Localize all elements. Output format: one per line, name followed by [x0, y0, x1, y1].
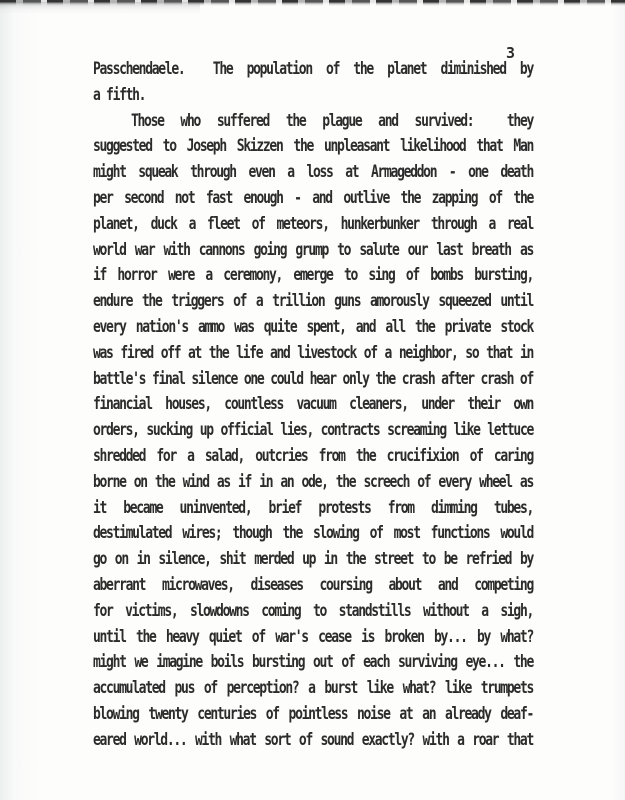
text-line: world war with cannons going grump to salute our last breath as	[93, 240, 533, 260]
scan-smudge-top-left	[0, 2, 200, 14]
text-line: was fired off at the life and livestock of a neighbor, so that in	[93, 343, 533, 363]
text-line: destimulated wires; though the slowing of most functions would	[93, 524, 533, 544]
text-line: might we imagine boils bursting out of each surviving eye... the	[93, 653, 533, 673]
text-line: Those who suffered the plague and survived: they	[131, 111, 533, 131]
text-line: suggested to Joseph Skizzen the unpleasant likelihood that Man	[93, 137, 533, 157]
text-line: accumulated pus of perception? a burst like what? like trumpets	[93, 678, 533, 699]
text-line: until the heavy quiet of war's cease is broken by... by what?	[93, 627, 533, 647]
text-line: endure the triggers of a trillion guns amorously squeezed until	[93, 291, 533, 312]
text-line: battle's final silence one could hear only the crash after crash of	[93, 369, 533, 389]
text-line: for victims, slowdowns coming to standstills without a sigh,	[93, 601, 533, 621]
text-line: if horror were a ceremony, emerge to sing of bombs bursting,	[93, 266, 533, 286]
text-line: borne on the wind as if in an ode, the screech of every wheel as	[93, 472, 533, 492]
text-line: planet, duck a fleet of meteors, hunkerbunker through a real	[93, 214, 533, 234]
text-line: aberrant microwaves, diseases coursing about and competing	[93, 575, 533, 595]
page-number: 3	[506, 44, 515, 62]
text-line: eared world... with what sort of sound exactly? with a roar that	[93, 730, 533, 750]
text-line: blowing twenty centuries of pointless noise at an already deaf-	[93, 704, 533, 724]
text-line: every nation's ammo was quite spent, and all the private stock	[93, 317, 533, 337]
text-line: per second not fast enough - and outlive the zapping of the	[93, 188, 533, 208]
text-line: it became uninvented, brief protests from dimming tubes,	[93, 498, 533, 518]
text-line: orders, sucking up official lies, contracts screaming like lettuce	[93, 420, 533, 441]
text-line: go on in silence, shit merded up in the street to be refried by	[93, 549, 533, 570]
text-line: might squeak through even a loss at Armageddon - one death	[93, 162, 533, 183]
text-line: Passchendaele. The population of the planet diminished by	[93, 59, 533, 79]
text-line: financial houses, countless vacuum cleaners, under their own	[93, 395, 533, 415]
manuscript-text	[93, 57, 533, 754]
text-line: shredded for a salad, outcries from the crucifixion of caring	[93, 446, 533, 466]
text-line: a fifth.	[93, 85, 146, 105]
